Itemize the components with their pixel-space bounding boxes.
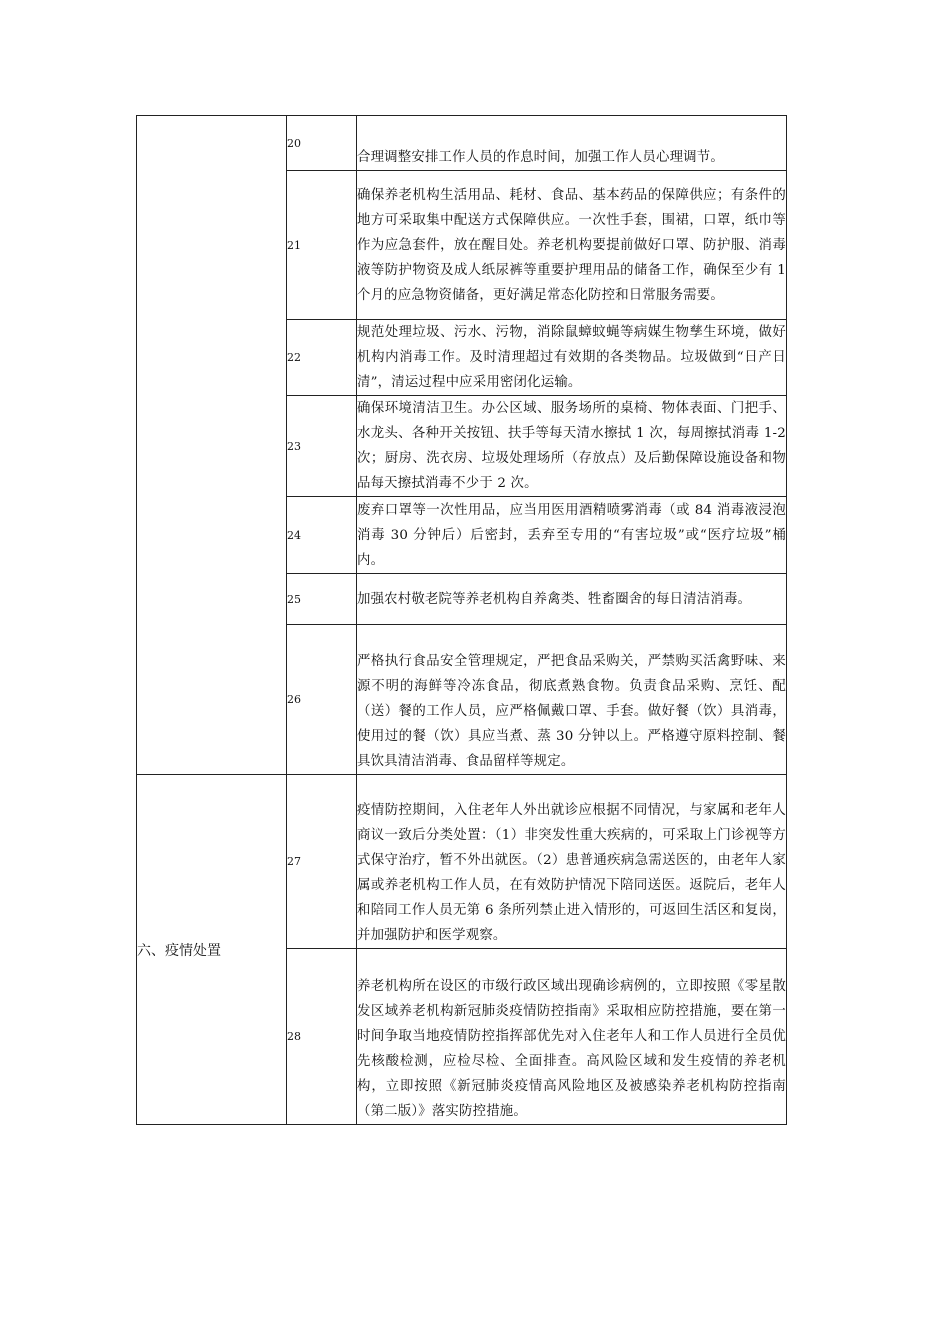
item-text: 养老机构所在设区的市级行政区域出现确诊病例的，立即按照《零星散发区域养老机构新冠肺炎疫情防控指南》采取相应防控措施，要在第一时间争取当地疫情防控指挥部优先对入住老年人和工作人员进行全员优先核酸检测，应检尽检、全面排查。高风险区域和发生疫情的养老机构，立即按照《新冠肺炎疫情高风险地区及被感染养老机构防控指南（第二版）》落实防控措施。 <box>357 949 787 1125</box>
table-row <box>137 116 787 171</box>
item-text: 严格执行食品安全管理规定，严把食品采购关，严禁购买活禽野味、来源不明的海鲜等冷冻食品，彻底煮熟食物。负责食品采购、烹饪、配（送）餐的工作人员，应严格佩戴口罩、手套。做好餐（饮）具消毒，使用过的餐（饮）具应当煮、蒸 30 分钟以上。严格遵守原料控制、餐具饮具清洁消毒、食品留样等规定。 <box>357 625 787 775</box>
item-number: 25 <box>287 574 357 625</box>
item-text: 合理调整安排工作人员的作息时间，加强工作人员心理调节。 <box>357 116 787 171</box>
item-number: 21 <box>287 171 357 320</box>
item-number: 27 <box>287 775 357 949</box>
category-cell: 六、疫情处置 <box>137 775 287 1125</box>
item-number: 26 <box>287 625 357 775</box>
item-number: 24 <box>287 497 357 574</box>
table-row <box>137 775 787 949</box>
item-text: 疫情防控期间，入住老年人外出就诊应根据不同情况，与家属和老年人商议一致后分类处置：（1）非突发性重大疾病的，可采取上门诊视等方式保守治疗，暂不外出就医。（2）患普通疾病急需送医的，由老年人家属或养老机构工作人员，在有效防护情况下陪同送医。返院后，老年人和陪同工作人员无第 6 条所列禁止进入情形的，可返回生活区和复岗，并加强防护和医学观察。 <box>357 775 787 949</box>
item-text: 废弃口罩等一次性用品，应当用医用酒精喷雾消毒（或 84 消毒液浸泡消毒 30 分钟后）后密封，丢弃至专用的“有害垃圾”或“医疗垃圾”桶内。 <box>357 497 787 574</box>
item-text: 确保环境清洁卫生。办公区域、服务场所的桌椅、物体表面、门把手、水龙头、各种开关按钮、扶手等每天清水擦拭 1 次，每周擦拭消毒 1-2 次；厨房、洗衣房、垃圾处理场所（存放点）及后勤保障设施设备和物品每天擦拭消毒不少于 2 次。 <box>357 396 787 497</box>
item-number: 23 <box>287 396 357 497</box>
item-number: 20 <box>287 116 357 171</box>
item-text: 规范处理垃圾、污水、污物，消除鼠蟑蚊蝇等病媒生物孳生环境，做好机构内消毒工作。及时清理超过有效期的各类物品。垃圾做到“日产日清”，清运过程中应采用密闭化运输。 <box>357 320 787 396</box>
category-cell <box>137 116 287 775</box>
item-number: 22 <box>287 320 357 396</box>
item-text: 确保养老机构生活用品、耗材、食品、基本药品的保障供应；有条件的地方可采取集中配送方式保障供应。一次性手套，围裙，口罩，纸巾等作为应急套件，放在醒目处。养老机构要提前做好口罩、防护服、消毒液等防护物资及成人纸尿裤等重要护理用品的储备工作，确保至少有 1 个月的应急物资储备，更好满足常态化防控和日常服务需要。 <box>357 171 787 320</box>
item-number: 28 <box>287 949 357 1125</box>
item-text: 加强农村敬老院等养老机构自养禽类、牲畜圈舍的每日清洁消毒。 <box>357 574 787 625</box>
measures-table <box>136 115 787 1125</box>
